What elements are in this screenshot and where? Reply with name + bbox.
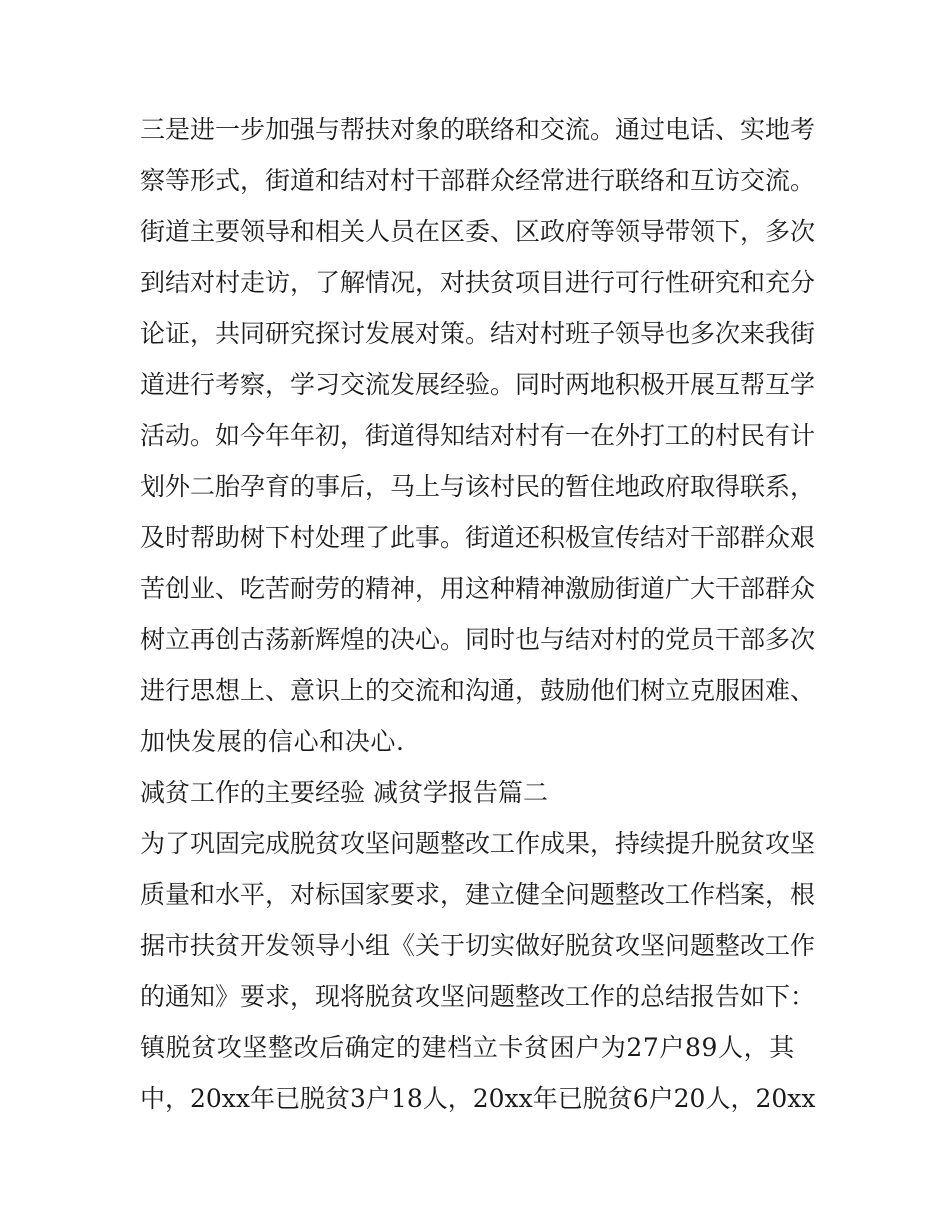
paragraph-line: 镇脱贫攻坚整改后确定的建档立卡贫困户为27户89人，其 — [140, 1033, 795, 1062]
paragraph-line: 苦创业、吃苦耐劳的精神，用这种精神激励街道广大干部群众 — [140, 574, 816, 603]
paragraph-line: 察等形式，街道和结对村干部群众经常进行联络和互访交流。 — [140, 166, 816, 195]
paragraph-line: 进行思想上、意识上的交流和沟通，鼓励他们树立克服困难、 — [140, 676, 816, 705]
paragraph-line: 活动。如今年年初，街道得知结对村有一在外打工的村民有计 — [140, 421, 816, 450]
paragraph-line: 树立再创古荡新辉煌的决心。同时也与结对村的党员干部多次 — [140, 625, 816, 654]
document-body — [140, 104, 820, 1124]
paragraph-line: 为了巩固完成脱贫攻坚问题整改工作成果，持续提升脱贫攻坚 — [140, 829, 816, 858]
paragraph-line: 中，20xx年已脱贫3户18人，20xx年已脱贫6户20人，20xx — [140, 1084, 816, 1113]
paragraph-line: 划外二胎孕育的事后，马上与该村民的暂住地政府取得联系， — [140, 472, 816, 501]
paragraph-line: 加快发展的信心和决心. — [140, 727, 405, 756]
paragraph-line: 论证，共同研究探讨发展对策。结对村班子领导也多次来我街 — [140, 319, 816, 348]
paragraph-line: 到结对村走访，了解情况，对扶贫项目进行可行性研究和充分 — [140, 268, 816, 297]
paragraph-line: 道进行考察，学习交流发展经验。同时两地积极开展互帮互学 — [140, 370, 816, 399]
paragraph-line: 及时帮助树下村处理了此事。街道还积极宣传结对干部群众艰 — [140, 523, 816, 552]
paragraph-line: 质量和水平，对标国家要求，建立健全问题整改工作档案，根 — [140, 880, 816, 909]
paragraph-line: 的通知》要求，现将脱贫攻坚问题整改工作的总结报告如下： — [140, 982, 816, 1011]
section-heading: 减贫工作的主要经验 减贫学报告篇二 — [140, 778, 548, 807]
paragraph-line: 街道主要领导和相关人员在区委、区政府等领导带领下，多次 — [140, 217, 816, 246]
paragraph-line: 三是进一步加强与帮扶对象的联络和交流。通过电话、实地考 — [140, 115, 816, 144]
paragraph-line: 据市扶贫开发领导小组《关于切实做好脱贫攻坚问题整改工作 — [140, 931, 816, 960]
